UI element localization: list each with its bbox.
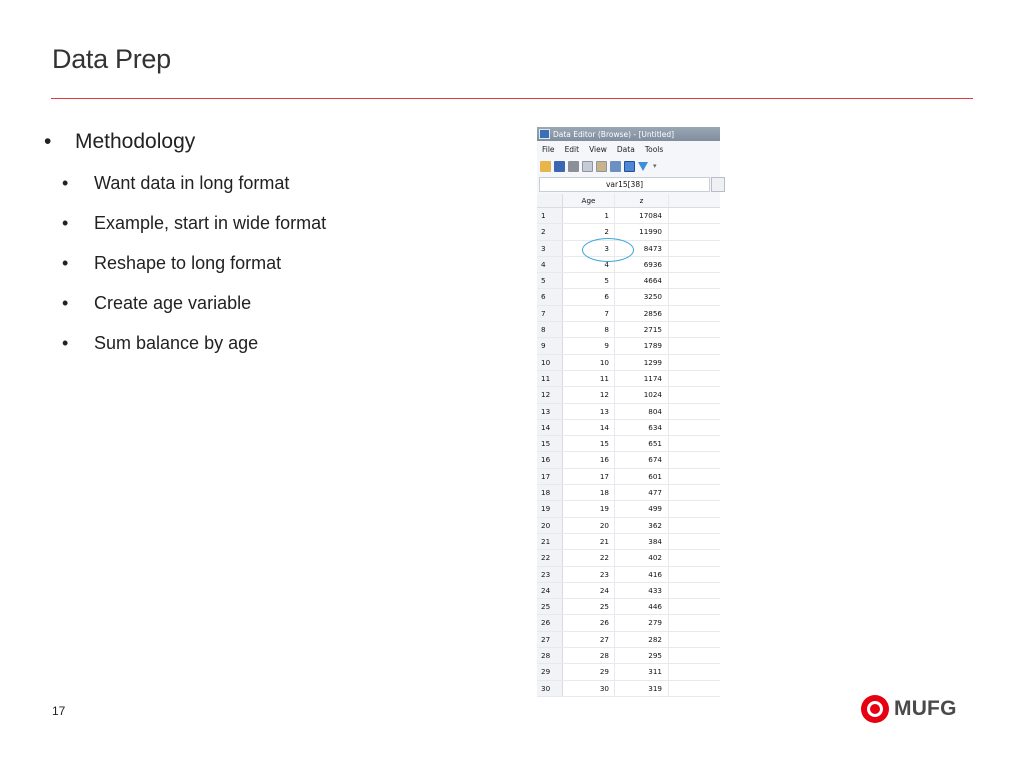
data-editor-screenshot bbox=[537, 127, 720, 693]
stata-app-icon bbox=[539, 129, 550, 139]
print-icon[interactable] bbox=[568, 161, 579, 172]
editor-window-title: Data Editor (Browse) - [Untitled] bbox=[553, 129, 675, 139]
row-number: 14 bbox=[537, 420, 563, 435]
save-icon[interactable] bbox=[554, 161, 565, 172]
cell-z[interactable]: 1024 bbox=[615, 387, 669, 402]
cell-age[interactable]: 27 bbox=[563, 632, 615, 647]
cell-age[interactable]: 24 bbox=[563, 583, 615, 598]
cell-age[interactable]: 19 bbox=[563, 501, 615, 516]
menu-file[interactable]: File bbox=[542, 144, 555, 154]
cell-age[interactable]: 2 bbox=[563, 224, 615, 239]
cell-age[interactable]: 22 bbox=[563, 550, 615, 565]
row-number: 4 bbox=[537, 257, 563, 272]
table-row bbox=[537, 322, 720, 338]
cell-z[interactable]: 446 bbox=[615, 599, 669, 614]
cell-z[interactable]: 3250 bbox=[615, 289, 669, 304]
row-number: 1 bbox=[537, 208, 563, 223]
empty-cell bbox=[669, 518, 720, 533]
cell-z[interactable]: 416 bbox=[615, 567, 669, 582]
variable-cell-field[interactable]: var15[38] bbox=[539, 177, 710, 192]
cell-age[interactable]: 18 bbox=[563, 485, 615, 500]
cell-z[interactable]: 2856 bbox=[615, 306, 669, 321]
empty-cell bbox=[669, 501, 720, 516]
row-number: 22 bbox=[537, 550, 563, 565]
empty-cell bbox=[669, 452, 720, 467]
row-number: 5 bbox=[537, 273, 563, 288]
empty-cell bbox=[669, 420, 720, 435]
browse-icon[interactable] bbox=[624, 161, 635, 172]
cell-age[interactable]: 16 bbox=[563, 452, 615, 467]
row-number: 29 bbox=[537, 664, 563, 679]
cell-age[interactable]: 15 bbox=[563, 436, 615, 451]
grid-header bbox=[537, 194, 720, 208]
empty-cell bbox=[669, 208, 720, 223]
title-divider bbox=[51, 98, 973, 99]
table-row bbox=[537, 273, 720, 289]
cell-z[interactable]: 433 bbox=[615, 583, 669, 598]
empty-cell bbox=[669, 567, 720, 582]
cell-age[interactable]: 30 bbox=[563, 681, 615, 696]
table-row bbox=[537, 599, 720, 615]
cell-z[interactable]: 279 bbox=[615, 615, 669, 630]
table-row bbox=[537, 664, 720, 680]
cell-age[interactable]: 8 bbox=[563, 322, 615, 337]
row-number: 3 bbox=[537, 241, 563, 256]
cell-z[interactable]: 804 bbox=[615, 404, 669, 419]
row-number: 19 bbox=[537, 501, 563, 516]
table-row bbox=[537, 567, 720, 583]
row-number: 25 bbox=[537, 599, 563, 614]
editor-toolbar bbox=[537, 157, 720, 175]
column-header-age[interactable]: Age bbox=[563, 194, 615, 207]
highlight-circle bbox=[582, 238, 634, 262]
table-row bbox=[537, 550, 720, 566]
table-row bbox=[537, 648, 720, 664]
slide-title: Data Prep bbox=[52, 44, 171, 74]
cell-age[interactable]: 28 bbox=[563, 648, 615, 663]
cell-z[interactable]: 402 bbox=[615, 550, 669, 565]
empty-cell bbox=[669, 306, 720, 321]
bullet-dot: • bbox=[62, 253, 69, 273]
row-number: 9 bbox=[537, 338, 563, 353]
cell-age[interactable]: 3 bbox=[563, 241, 615, 256]
empty-cell bbox=[669, 583, 720, 598]
row-number: 15 bbox=[537, 436, 563, 451]
table-row bbox=[537, 615, 720, 631]
empty-cell bbox=[669, 681, 720, 696]
empty-cell bbox=[669, 632, 720, 647]
table-row bbox=[537, 289, 720, 305]
cell-age[interactable]: 12 bbox=[563, 387, 615, 402]
empty-cell bbox=[669, 257, 720, 272]
table-row bbox=[537, 501, 720, 517]
empty-cell bbox=[669, 224, 720, 239]
row-number: 23 bbox=[537, 567, 563, 582]
cell-z[interactable]: 4664 bbox=[615, 273, 669, 288]
table-row bbox=[537, 534, 720, 550]
cell-age[interactable]: 20 bbox=[563, 518, 615, 533]
row-number: 30 bbox=[537, 681, 563, 696]
toolbar-overflow-icon[interactable]: ▾ bbox=[653, 162, 657, 170]
edit-icon[interactable] bbox=[610, 161, 621, 172]
editor-menubar bbox=[537, 141, 720, 157]
bullet-dot: • bbox=[44, 130, 52, 153]
menu-tools[interactable]: Tools bbox=[644, 144, 664, 154]
table-row bbox=[537, 257, 720, 273]
page-number: 17 bbox=[52, 704, 66, 718]
cell-z[interactable]: 2715 bbox=[615, 322, 669, 337]
empty-cell bbox=[669, 469, 720, 484]
row-number: 28 bbox=[537, 648, 563, 663]
cell-z[interactable]: 311 bbox=[615, 664, 669, 679]
cell-bar-button[interactable] bbox=[711, 177, 725, 192]
row-number: 21 bbox=[537, 534, 563, 549]
cell-z[interactable]: 477 bbox=[615, 485, 669, 500]
cell-z[interactable]: 634 bbox=[615, 420, 669, 435]
column-header-z[interactable]: z bbox=[615, 194, 669, 207]
cell-z[interactable]: 499 bbox=[615, 501, 669, 516]
table-row bbox=[537, 371, 720, 387]
cell-z[interactable]: 8473 bbox=[615, 241, 669, 256]
cell-z[interactable]: 319 bbox=[615, 681, 669, 696]
table-row bbox=[537, 306, 720, 322]
cell-z[interactable]: 674 bbox=[615, 452, 669, 467]
empty-cell bbox=[669, 404, 720, 419]
table-row bbox=[537, 469, 720, 485]
row-number: 17 bbox=[537, 469, 563, 484]
paste-icon[interactable] bbox=[596, 161, 607, 172]
mufg-logo-text: MUFG bbox=[894, 697, 957, 720]
cell-z[interactable]: 601 bbox=[615, 469, 669, 484]
row-number: 11 bbox=[537, 371, 563, 386]
row-number: 12 bbox=[537, 387, 563, 402]
table-row bbox=[537, 485, 720, 501]
row-number: 7 bbox=[537, 306, 563, 321]
empty-cell bbox=[669, 550, 720, 565]
empty-cell bbox=[669, 241, 720, 256]
cell-z[interactable]: 1174 bbox=[615, 371, 669, 386]
table-row bbox=[537, 208, 720, 224]
cell-age[interactable]: 11 bbox=[563, 371, 615, 386]
empty-cell bbox=[669, 599, 720, 614]
table-row bbox=[537, 452, 720, 468]
row-number: 24 bbox=[537, 583, 563, 598]
bullet-dot: • bbox=[62, 333, 69, 353]
cell-age[interactable]: 7 bbox=[563, 306, 615, 321]
cell-z[interactable]: 295 bbox=[615, 648, 669, 663]
empty-cell bbox=[669, 436, 720, 451]
cell-age[interactable]: 14 bbox=[563, 420, 615, 435]
row-number: 27 bbox=[537, 632, 563, 647]
bullet-dot: • bbox=[62, 213, 69, 233]
empty-cell bbox=[669, 355, 720, 370]
cell-age[interactable]: 26 bbox=[563, 615, 615, 630]
row-number: 6 bbox=[537, 289, 563, 304]
table-row bbox=[537, 436, 720, 452]
empty-cell bbox=[669, 289, 720, 304]
empty-cell bbox=[669, 485, 720, 500]
cell-z[interactable]: 17084 bbox=[615, 208, 669, 223]
cell-age[interactable]: 5 bbox=[563, 273, 615, 288]
empty-cell bbox=[669, 387, 720, 402]
menu-edit[interactable]: Edit bbox=[564, 144, 580, 154]
empty-cell bbox=[669, 371, 720, 386]
cell-z[interactable]: 362 bbox=[615, 518, 669, 533]
data-grid bbox=[537, 194, 720, 697]
table-row bbox=[537, 387, 720, 403]
open-icon[interactable] bbox=[540, 161, 551, 172]
table-row bbox=[537, 583, 720, 599]
row-number: 8 bbox=[537, 322, 563, 337]
bullet-dot: • bbox=[62, 173, 69, 193]
bullet-dot: • bbox=[62, 293, 69, 313]
table-row bbox=[537, 632, 720, 648]
row-number: 13 bbox=[537, 404, 563, 419]
mufg-logo bbox=[861, 695, 957, 723]
cell-age[interactable]: 25 bbox=[563, 599, 615, 614]
empty-cell bbox=[669, 534, 720, 549]
table-row bbox=[537, 404, 720, 420]
table-row bbox=[537, 338, 720, 354]
cell-age[interactable]: 9 bbox=[563, 338, 615, 353]
row-number: 26 bbox=[537, 615, 563, 630]
cell-z[interactable]: 6936 bbox=[615, 257, 669, 272]
empty-cell bbox=[669, 322, 720, 337]
row-number: 10 bbox=[537, 355, 563, 370]
mufg-logo-mark-icon bbox=[861, 695, 889, 723]
row-number: 20 bbox=[537, 518, 563, 533]
cell-age[interactable]: 23 bbox=[563, 567, 615, 582]
cell-age[interactable]: 17 bbox=[563, 469, 615, 484]
cell-z[interactable]: 282 bbox=[615, 632, 669, 647]
cell-age[interactable]: 29 bbox=[563, 664, 615, 679]
table-row bbox=[537, 224, 720, 240]
row-number: 2 bbox=[537, 224, 563, 239]
cell-z[interactable]: 651 bbox=[615, 436, 669, 451]
empty-cell bbox=[669, 664, 720, 679]
menu-view[interactable]: View bbox=[589, 144, 607, 154]
cell-age[interactable]: 1 bbox=[563, 208, 615, 223]
empty-cell bbox=[669, 648, 720, 663]
cell-age[interactable]: 21 bbox=[563, 534, 615, 549]
cell-z[interactable]: 384 bbox=[615, 534, 669, 549]
cell-age[interactable]: 4 bbox=[563, 257, 615, 272]
menu-data[interactable]: Data bbox=[616, 144, 635, 154]
editor-titlebar bbox=[537, 127, 720, 141]
table-row bbox=[537, 681, 720, 697]
row-number: 16 bbox=[537, 452, 563, 467]
empty-cell bbox=[669, 615, 720, 630]
empty-cell bbox=[669, 338, 720, 353]
cell-age[interactable]: 10 bbox=[563, 355, 615, 370]
cell-z[interactable]: 1789 bbox=[615, 338, 669, 353]
cell-z[interactable]: 1299 bbox=[615, 355, 669, 370]
copy-icon[interactable] bbox=[582, 161, 593, 172]
cell-z[interactable]: 11990 bbox=[615, 224, 669, 239]
cell-age[interactable]: 6 bbox=[563, 289, 615, 304]
table-row bbox=[537, 355, 720, 371]
editor-cell-bar bbox=[537, 175, 720, 194]
table-row bbox=[537, 518, 720, 534]
cell-age[interactable]: 13 bbox=[563, 404, 615, 419]
empty-cell bbox=[669, 273, 720, 288]
table-row bbox=[537, 420, 720, 436]
row-number: 18 bbox=[537, 485, 563, 500]
filter-icon[interactable] bbox=[638, 162, 648, 171]
